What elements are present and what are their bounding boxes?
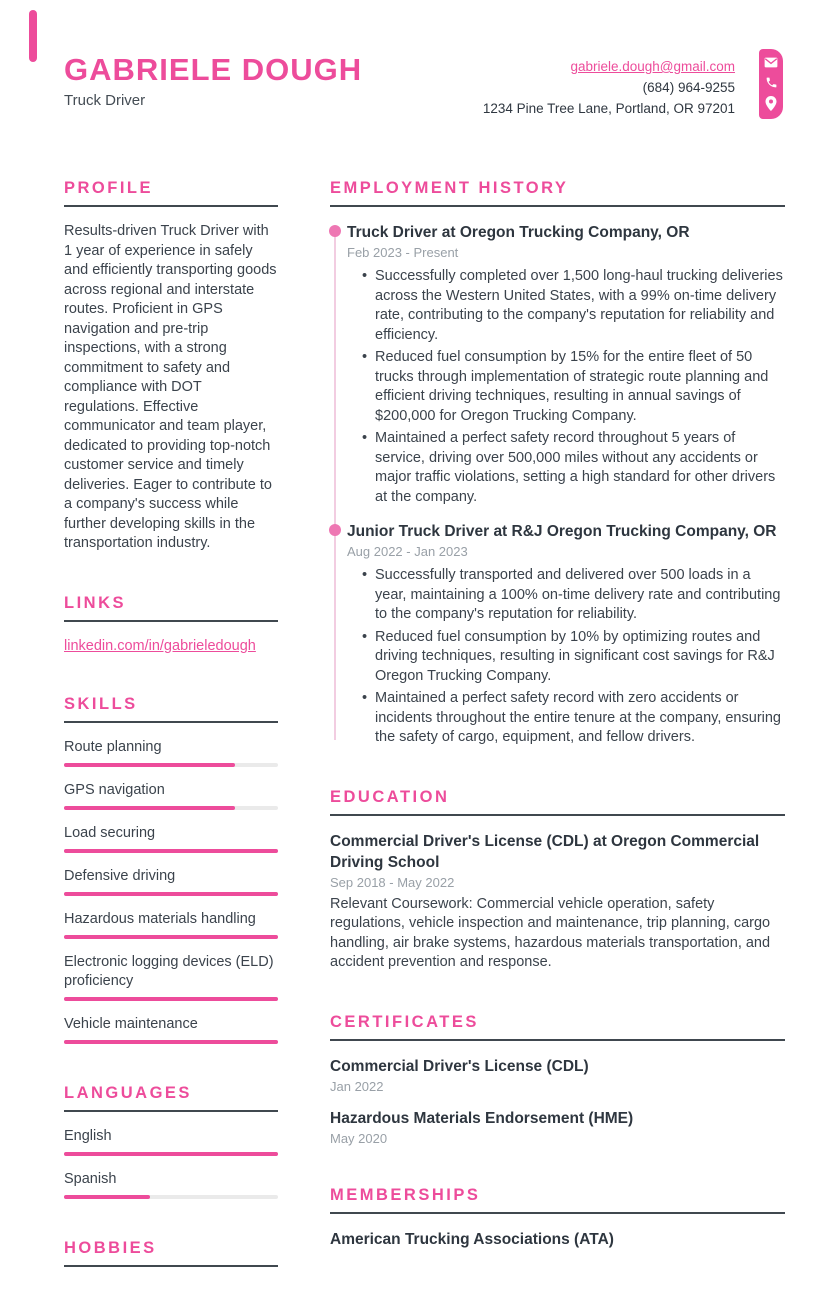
skill-label: Load securing (64, 824, 156, 841)
job-bullet: • Maintained a perfect safety record with zero accidents or incidents throughout the entire tenure at the company, ensuring the safety of cargo, equipment, and fellow drivers. (362, 689, 785, 748)
section-memberships (330, 1186, 785, 1250)
skill-meter-track (64, 892, 278, 896)
section-underline (64, 205, 278, 207)
job-dates: Aug 2022 - Jan 2023 (347, 544, 468, 559)
section-profile (64, 179, 278, 554)
timeline-dot-icon (329, 225, 341, 237)
identity-block (64, 54, 362, 119)
section-employment-history (330, 179, 785, 748)
language-label: Spanish (64, 1170, 117, 1187)
job-title: Truck Driver at Oregon Trucking Company, OR (347, 224, 690, 241)
skill-meter-fill (64, 763, 235, 767)
education-title: Commercial Driver's License (CDL) at Oregon Commercial Driving School (330, 832, 760, 871)
certificate-entry (330, 1056, 785, 1094)
links-heading: LINKS (64, 593, 126, 612)
profile-heading: PROFILE (64, 179, 154, 197)
section-underline (64, 1265, 278, 1267)
languages-heading: LANGUAGES (64, 1083, 192, 1102)
contact-icon-rail (759, 49, 783, 119)
skill-item (64, 953, 278, 1001)
skill-label: Hazardous materials handling (64, 910, 256, 927)
job-title: Junior Truck Driver at R&J Oregon Trucking Company, OR (347, 523, 777, 540)
skill-meter-fill (64, 935, 278, 939)
certificates-heading: CERTIFICATES (330, 1012, 479, 1031)
skill-label: Vehicle maintenance (64, 1015, 198, 1032)
page-accent-bar (29, 10, 37, 62)
language-item (64, 1170, 278, 1199)
section-underline (64, 620, 278, 622)
job-bullet: • Reduced fuel consumption by 10% by optimizing routes and driving techniques, resulting in significant cost savings for R&J Oregon Trucking Company. (362, 628, 785, 687)
section-certificates (330, 1013, 785, 1146)
contact-address: 1234 Pine Tree Lane, Portland, OR 97201 (482, 101, 735, 116)
skill-label: Electronic logging devices (ELD) proficiency (64, 953, 274, 989)
skill-meter-fill (64, 892, 278, 896)
language-meter-fill (64, 1152, 278, 1156)
skill-label: Defensive driving (64, 867, 176, 884)
timeline-line (334, 232, 336, 740)
certificate-dates: Jan 2022 (330, 1078, 384, 1094)
skill-meter-fill (64, 997, 278, 1001)
job-bullet: • Maintained a perfect safety record throughout 5 years of service, driving over 500,000 miles without any accidents or major traffic violations, setting a high standard for other drivers at the company. (362, 429, 785, 507)
skill-item (64, 867, 278, 896)
section-hobbies (64, 1239, 278, 1267)
job-bullet: • Reduced fuel consumption by 15% for the entire fleet of 50 trucks through implementation of strategic route planning and efficient driving techniques, resulting in annual savings of $200,000 for Oregon Trucking Company. (362, 348, 785, 426)
employment-history-heading: EMPLOYMENT HISTORY (330, 179, 569, 197)
timeline-dot-icon (329, 524, 341, 536)
section-links (64, 594, 278, 655)
skill-meter-track (64, 1040, 278, 1044)
job-bullet: • Successfully transported and delivered over 500 loads in a year, maintaining a 100% on-time delivery rate and contributing to the company's reputation for reliability. (362, 566, 785, 625)
skill-meter-fill (64, 806, 235, 810)
candidate-role: Truck Driver (64, 92, 146, 109)
contact-phone: (684) 964-9255 (642, 80, 735, 95)
section-underline (330, 1039, 785, 1041)
section-underline (330, 205, 785, 207)
section-languages (64, 1084, 278, 1199)
skill-meter-fill (64, 1040, 278, 1044)
skill-item (64, 824, 278, 853)
job-entry (347, 521, 785, 748)
contact-email-link[interactable]: gabriele.dough@gmail.com (570, 59, 735, 74)
skill-meter-track (64, 806, 278, 810)
skills-heading: SKILLS (64, 694, 138, 713)
skill-item (64, 910, 278, 939)
hobbies-heading: HOBBIES (64, 1238, 157, 1257)
education-dates: Sep 2018 - May 2022 (330, 874, 455, 890)
job-bullet: • Successfully completed over 1,500 long-haul trucking deliveries across the Western United States, with a 99% on-time delivery rate, contributing to the company's reputation for reliability and efficiency. (362, 267, 785, 345)
skill-label: GPS navigation (64, 781, 165, 798)
candidate-name: GABRIELE DOUGH (64, 52, 363, 87)
education-description: Relevant Coursework: Commercial vehicle operation, safety regulations, vehicle inspection and maintenance, trip planning, cargo handling, air brake systems, hazardous materials transportation, and accident prevention and response. (330, 895, 771, 970)
language-item (64, 1127, 278, 1156)
linkedin-link[interactable]: linkedin.com/in/gabrieledough (64, 637, 256, 654)
content-columns (64, 179, 785, 1307)
language-meter-track (64, 1195, 278, 1199)
job-dates: Feb 2023 - Present (347, 245, 459, 260)
language-meter-track (64, 1152, 278, 1156)
email-icon (764, 57, 778, 68)
memberships-heading: MEMBERSHIPS (330, 1185, 481, 1204)
skill-meter-track (64, 763, 278, 767)
education-entry (330, 831, 785, 973)
section-skills (64, 695, 278, 1044)
skill-meter-fill (64, 849, 278, 853)
contact-block (483, 56, 785, 119)
membership-entry (330, 1229, 785, 1250)
header (64, 54, 785, 119)
section-underline (330, 814, 785, 816)
certificate-title: Hazardous Materials Endorsement (HME) (330, 1109, 634, 1127)
section-underline (64, 1110, 278, 1112)
section-education (330, 788, 785, 973)
job-bullets (347, 267, 785, 507)
job-entry (347, 222, 785, 507)
profile-text: Results-driven Truck Driver with 1 year of experience in safely and efficiently transporting goods across regional and interstate routes. Proficient in GPS navigation and pre-trip inspections, with a strong commitment to safety and compliance with DOT regulations. Effective communicator and team player, dedicated to providing top-notch customer service and timely deliveries. Eager to contribute to a company's success while further developing skills in the transportation industry. (64, 223, 277, 551)
skill-item (64, 738, 278, 767)
skill-item (64, 1015, 278, 1044)
right-column (330, 179, 785, 1307)
language-meter-fill (64, 1195, 150, 1199)
education-heading: EDUCATION (330, 787, 450, 806)
skill-meter-track (64, 849, 278, 853)
language-label: English (64, 1127, 112, 1144)
certificate-dates: May 2020 (330, 1130, 388, 1146)
job-bullets (347, 566, 785, 748)
left-column (64, 179, 278, 1307)
skill-label: Route planning (64, 738, 162, 755)
certificate-entry (330, 1108, 785, 1146)
skill-meter-track (64, 997, 278, 1001)
location-icon (765, 96, 777, 111)
membership-title: American Trucking Associations (ATA) (330, 1230, 614, 1248)
section-underline (64, 721, 278, 723)
certificate-title: Commercial Driver's License (CDL) (330, 1057, 589, 1075)
section-underline (330, 1212, 785, 1214)
jobs-timeline (330, 222, 785, 748)
phone-icon (765, 76, 778, 89)
skill-item (64, 781, 278, 810)
skill-meter-track (64, 935, 278, 939)
